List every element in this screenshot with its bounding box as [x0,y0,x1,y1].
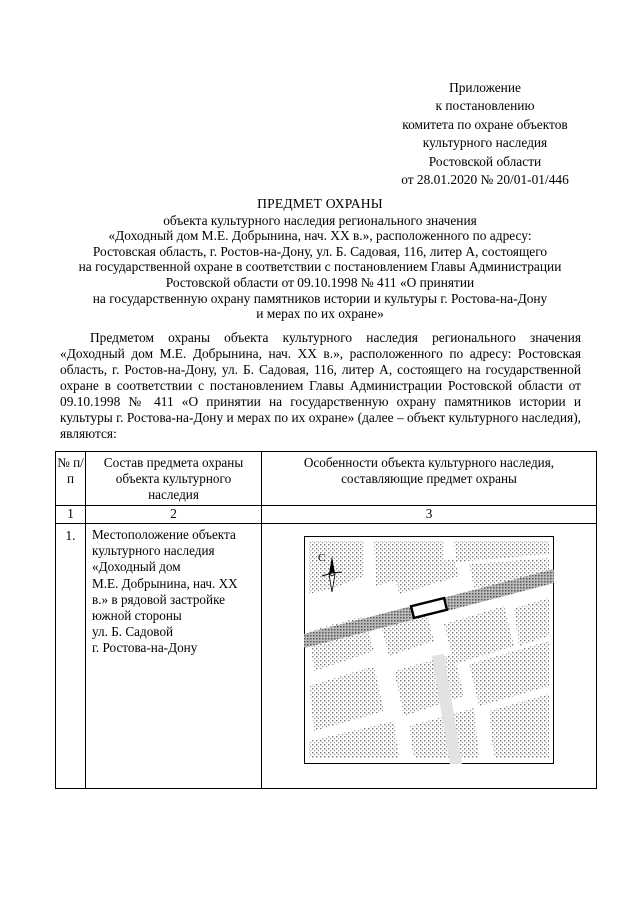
column-number-row [56,506,597,524]
title-line: Ростовская область, г. Ростов-на-Дону, ул. Б. Садовая, 116, литер А, состоящего [92,243,548,259]
intro-paragraph [60,330,581,442]
title-line: на государственную охрану памятников истории и культуры г. Ростова-на-Дону [92,290,548,306]
column-number: 1 [56,506,86,524]
table-header-row [56,452,597,506]
header-composition: Состав предмета охраны объекта культурного наследия [86,452,262,506]
column-number: 2 [86,506,262,524]
document-title-block [55,196,585,322]
table-row [56,524,597,789]
location-line: южной стороны [92,608,182,624]
location-line: Местоположение объекта [92,527,236,542]
appendix-line: культурного наследия [422,135,548,151]
appendix-line: к постановлению [435,98,535,114]
location-line: культурного наследия [92,543,215,559]
title-line: объекта культурного наследия регионального значения [163,212,477,228]
location-map [304,536,554,764]
map-cell [262,524,597,789]
appendix-block [370,79,600,189]
appendix-line: от 28.01.2020 № 20/01-01/446 [401,172,569,188]
north-label: С [318,552,326,564]
appendix-line: комитета по охране объектов [402,116,568,132]
row-number: 1. [56,524,86,789]
location-line: М.Е. Добрынина, нач. ХХ [92,575,238,591]
header-features: Особенности объекта культурного наследия, составляющие предмет охраны [262,452,597,506]
location-line: ул. Б. Садовой [92,624,174,640]
title-line: и мерах по их охране» [256,306,384,322]
header-num: № п/п [56,452,86,506]
location-description [86,524,262,789]
title-line: на государственной охране в соответствии с постановлением Главы Администрации [78,259,562,275]
title-line: Ростовской области от 09.10.1998 № 411 «О принятии [165,274,475,290]
document-title: ПРЕДМЕТ ОХРАНЫ [257,196,383,211]
location-line: в.» в рядовой застройке [92,591,226,607]
location-line: г. Ростова-на-Дону [92,640,198,656]
location-line: «Доходный дом [92,559,181,575]
protection-subject-table [55,451,597,789]
appendix-line: Ростовской области [428,153,542,169]
intro-text: Предметом охраны объекта культурного наследия регионального значения «Доходный дом М.Е. Добрынина, нач. ХХ в.», расположенного по адресу: Ростовская область, г. Ростов-на-Дону, ул. Б. Садовая, 116, литер А, состоящего на государственной охране в соответствии с постановлением Главы Администрации Ростовской области от 09.10.1998 № 411 «О принятии на государственную охрану памятников истории и культуры г. Ростова-на-Дону и мерах по их охране» (далее – объект культурного наследия), являются: [60,330,581,441]
appendix-line: Приложение [449,80,521,95]
title-line: «Доходный дом М.Е. Добрынина, нач. ХХ в.», расположенного по адресу: [108,228,532,244]
column-number: 3 [262,506,597,524]
